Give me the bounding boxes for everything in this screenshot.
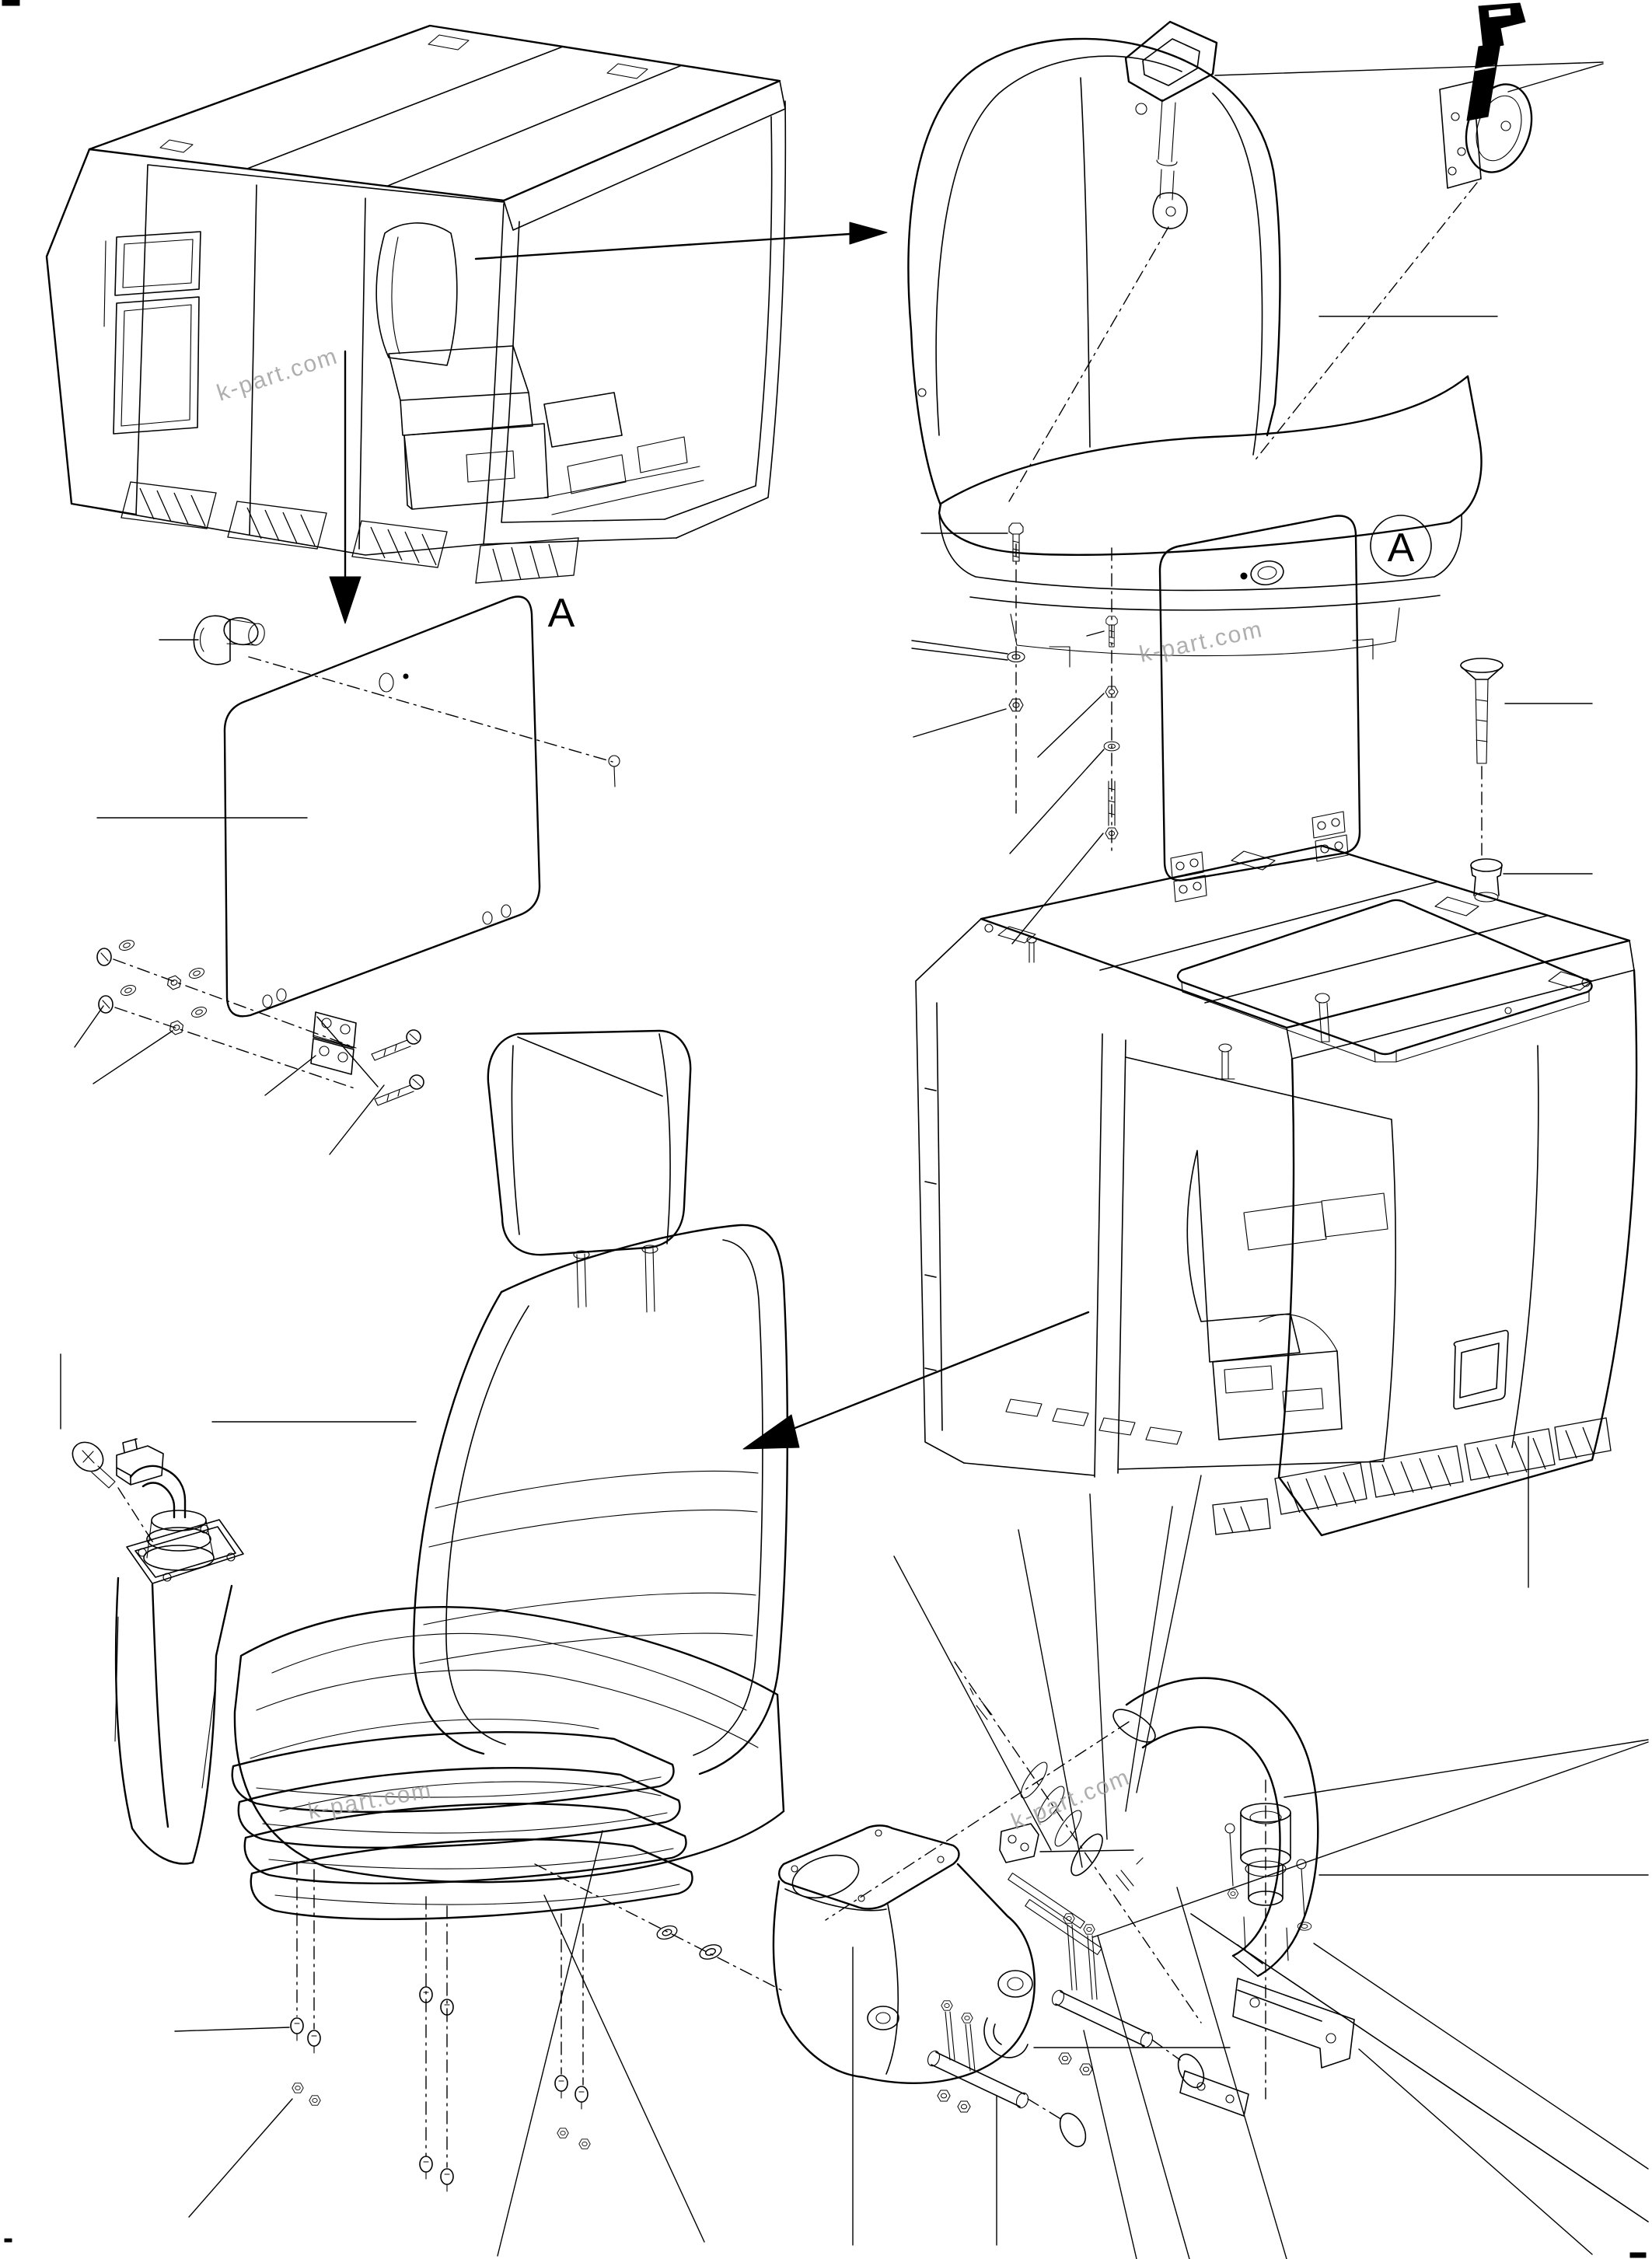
- access-panel: [225, 597, 540, 1017]
- cab2-roof: [981, 846, 1629, 1028]
- seat2-mount-bolt: [912, 523, 1025, 816]
- swivel-bracket: [1233, 1978, 1354, 2068]
- swivel-post-assembly: [1180, 1780, 1354, 2116]
- cab2-left-side: [916, 919, 981, 1463]
- countersunk-screw: [1461, 658, 1592, 855]
- latch-screw: [609, 756, 620, 787]
- operator-seat-view: [61, 1017, 788, 2256]
- console-pod-opening: [787, 1848, 864, 1906]
- joystick-connector: [117, 1439, 163, 1485]
- watermark-2: k-part.com: [1137, 616, 1266, 668]
- armrest-console-view: [774, 1475, 1648, 2259]
- detail-arrow-down-icon: [330, 351, 361, 623]
- latch-centerline: [249, 657, 613, 762]
- cab2-right-face-seam: [1512, 1046, 1538, 1447]
- detail-circle-a: [1371, 515, 1431, 576]
- suspension-bellows: [232, 1732, 693, 1919]
- cab1-roof-edge-band: [504, 81, 785, 230]
- page-corner-mark-top-left: [2, 0, 19, 5]
- seat2-backrest: [908, 39, 1280, 505]
- cab1-skid-blocks: [121, 482, 578, 583]
- watermark-3: k-part.com: [306, 1777, 435, 1824]
- cab1-window-lower: [114, 297, 199, 434]
- seat-mount-bolts: [175, 1862, 590, 2217]
- cab1-right-frame: [665, 101, 785, 538]
- cab1-interior-seat: [376, 223, 704, 515]
- seat-bottom-plate: [1178, 900, 1592, 1062]
- seat2-backrest-hole: [918, 389, 926, 396]
- page-corner-mark-bottom-left: [5, 2239, 12, 2242]
- buckle-centerline: [1009, 227, 1168, 501]
- panel-hole-1: [379, 673, 393, 692]
- right-console-pod: [774, 1825, 1035, 2083]
- headrest: [488, 1031, 690, 1312]
- cab1-roof-hatches: [160, 35, 648, 152]
- panel-hole-5: [277, 989, 286, 1001]
- handle-u-clamp: [984, 2018, 1230, 2058]
- seat-belt-detail-view: [908, 3, 1603, 1062]
- detail-circle-a-label: A: [1387, 525, 1415, 571]
- post-leader-v: [1093, 1740, 1648, 1937]
- cab2-doorway: [964, 1034, 1395, 1477]
- fan-leaders-lower: [1084, 1887, 1648, 2259]
- cab2-roof-studs: [1027, 937, 1235, 1079]
- seat-cushion: [235, 1607, 784, 1882]
- cab1-left-side: [47, 149, 136, 515]
- cab2-interior-seat-frame: [1006, 1150, 1388, 1444]
- mount-rod-2: [1050, 1914, 1209, 2092]
- detail-arrow-right-icon: [476, 222, 887, 259]
- cab-overview-1: [47, 26, 887, 623]
- detail-arrow-left-icon: [743, 1312, 1088, 1449]
- panel-latch: [194, 615, 266, 665]
- seat-spacers: [535, 1864, 781, 1990]
- console-leaders-down: [853, 1947, 997, 2245]
- console-body: [116, 1578, 232, 1863]
- panel-hole-2: [483, 912, 492, 924]
- joystick-console: [61, 1354, 243, 1863]
- cab1-roof-outline: [89, 26, 780, 201]
- panel-hole-dot: [403, 674, 408, 679]
- cab-overview-2: [743, 846, 1636, 1587]
- rubber-plug: [1471, 859, 1592, 902]
- watermarks: [214, 343, 1266, 1835]
- cab2-service-hatch: [1454, 1331, 1508, 1409]
- rod-end-cap-1: [1055, 2109, 1091, 2151]
- cab2-roof-hatches: [998, 851, 1592, 990]
- access-panel-a-view: [75, 591, 620, 1154]
- seat2-backrest-seams: [936, 56, 1262, 455]
- seat-back-panel: [1160, 516, 1360, 903]
- seat2-fastener-stack: [1010, 548, 1119, 944]
- watermark-1: k-part.com: [213, 343, 341, 407]
- panel-hole-4: [263, 995, 272, 1007]
- seatbelt-retractor: [1440, 3, 1542, 188]
- handle-clamp-stack: [970, 1688, 1143, 1954]
- panel-hinge: [311, 1012, 356, 1074]
- belt-leader-lines: [1215, 62, 1603, 92]
- page-corner-mark-bottom-right: [1630, 2253, 1646, 2257]
- panel-knob: [1249, 559, 1286, 588]
- seat-backrest: [414, 1225, 788, 1774]
- mount-rod-1: [926, 2001, 1091, 2151]
- handle-axis: [826, 1722, 1129, 1920]
- console-top-plate: [127, 1520, 243, 1583]
- fan-leader-heavy: [1191, 1914, 1648, 2222]
- rod-end-cap-2: [1173, 2050, 1209, 2092]
- panel-fastener-cluster: [75, 938, 354, 1088]
- joystick-boot: [144, 1510, 214, 1570]
- seatbelt-buckle: [1126, 22, 1217, 229]
- panel-label-a: A: [547, 591, 575, 636]
- watermark-4: k-part.com: [1008, 1764, 1134, 1835]
- headrest-leader: [317, 1017, 378, 1087]
- joystick-elbow: [131, 1466, 185, 1517]
- cab1-window-upper: [115, 232, 201, 295]
- cab1-window-trim: [104, 239, 193, 426]
- panel-hole-3: [501, 905, 511, 917]
